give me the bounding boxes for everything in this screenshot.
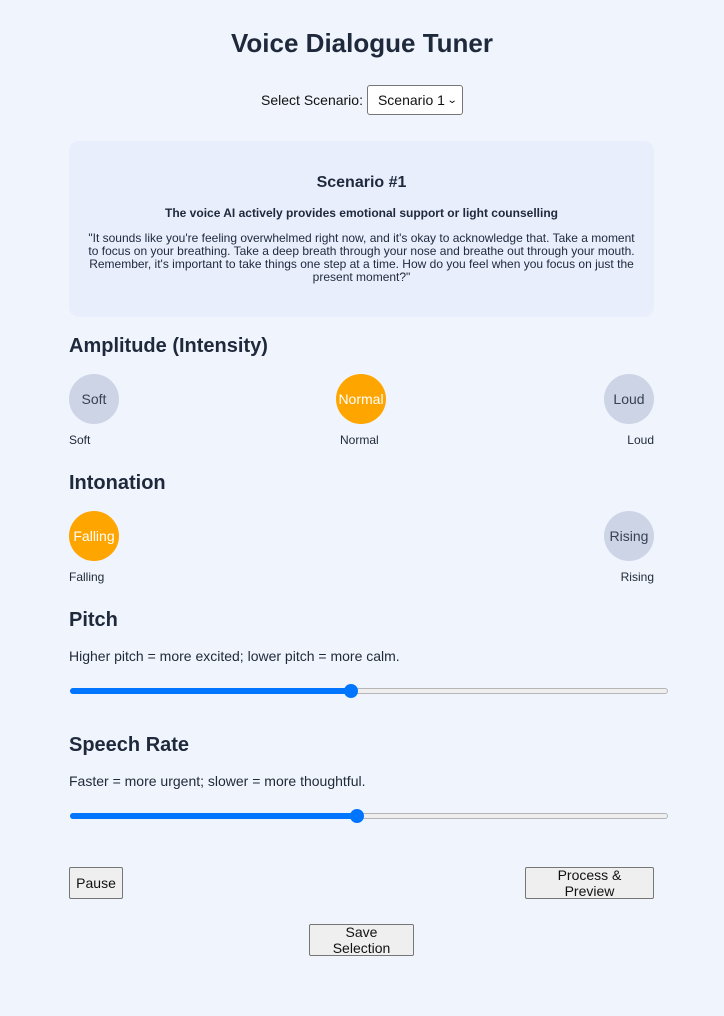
amplitude-soft-caption: Soft bbox=[69, 433, 91, 447]
pitch-slider[interactable] bbox=[70, 684, 668, 698]
amplitude-normal-button[interactable] bbox=[336, 374, 386, 424]
speech-rate-description: Faster = more urgent; slower = more thoughtful. bbox=[69, 773, 366, 789]
intonation-falling-caption: Falling bbox=[69, 570, 105, 584]
amplitude-normal-label: Normal bbox=[338, 391, 384, 407]
amplitude-loud-caption: Loud bbox=[627, 433, 654, 447]
intonation-rising-label: Rising bbox=[609, 528, 649, 544]
amplitude-soft-label: Soft bbox=[81, 391, 107, 407]
page-title: Voice Dialogue Tuner bbox=[231, 28, 493, 58]
speech-rate-slider-thumb[interactable] bbox=[350, 809, 364, 823]
scenario-card bbox=[69, 141, 654, 317]
scenario-subtitle: The voice AI actively provides emotional support or light counselling bbox=[165, 206, 558, 220]
scenario-select-row bbox=[0, 85, 724, 115]
speech-rate-title: Speech Rate bbox=[69, 734, 190, 756]
amplitude-loud-button[interactable] bbox=[604, 374, 654, 424]
process-preview-button[interactable]: Process & Preview bbox=[525, 867, 654, 899]
speech-rate-slider[interactable] bbox=[70, 809, 668, 823]
chevron-down-icon: ⌄ bbox=[446, 94, 458, 106]
intonation-falling-button[interactable] bbox=[69, 511, 119, 561]
intonation-rising-caption: Rising bbox=[620, 570, 654, 584]
pause-button[interactable]: Pause bbox=[69, 867, 123, 899]
amplitude-title: Amplitude (Intensity) bbox=[69, 335, 268, 357]
save-selection-button[interactable]: Save Selection bbox=[309, 924, 414, 956]
scenario-quote: "It sounds like you're feeling overwhelmed right now, and it's okay to acknowledge that. Take a moment to focus on your breathing. Take a deep breath through your nose and breathe out through your mouth. Remember, it's important to take things one step at a time. How do you feel when you focus on just the present moment?" bbox=[88, 231, 635, 284]
scenario-title: Scenario #1 bbox=[316, 174, 407, 191]
pitch-slider-fill bbox=[70, 688, 351, 694]
intonation-falling-label: Falling bbox=[73, 528, 115, 544]
scenario-select-value: Scenario 1 bbox=[377, 92, 445, 108]
amplitude-loud-label: Loud bbox=[613, 391, 645, 407]
speech-rate-slider-fill bbox=[70, 813, 357, 819]
pitch-description: Higher pitch = more excited; lower pitch = more calm. bbox=[69, 648, 400, 664]
amplitude-soft-button[interactable] bbox=[69, 374, 119, 424]
pitch-slider-thumb[interactable] bbox=[344, 684, 358, 698]
pitch-title: Pitch bbox=[69, 609, 118, 631]
intonation-title: Intonation bbox=[69, 472, 166, 494]
intonation-rising-button[interactable] bbox=[604, 511, 654, 561]
scenario-select[interactable] bbox=[367, 85, 463, 115]
amplitude-normal-caption: Normal bbox=[340, 433, 379, 447]
scenario-select-label: Select Scenario: bbox=[261, 92, 363, 108]
